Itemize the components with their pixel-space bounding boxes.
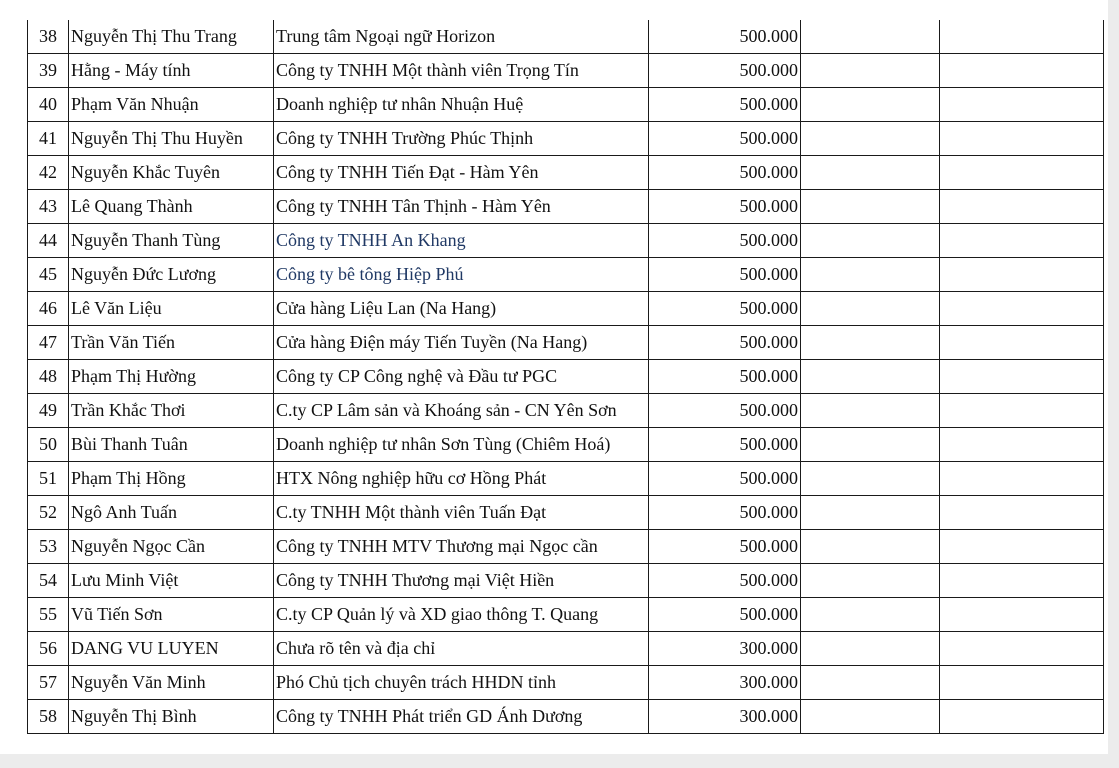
- organization-cell: Công ty CP Công nghệ và Đầu tư PGC: [274, 360, 649, 394]
- organization-cell: HTX Nông nghiệp hữu cơ Hồng Phát: [274, 462, 649, 496]
- person-name-cell: Ngô Anh Tuấn: [69, 496, 274, 530]
- organization-cell: C.ty TNHH Một thành viên Tuấn Đạt: [274, 496, 649, 530]
- row-number-cell: 46: [28, 292, 69, 326]
- empty-cell: [801, 20, 940, 54]
- empty-cell: [940, 598, 1104, 632]
- amount-cell: 500.000: [649, 292, 801, 326]
- empty-cell: [940, 156, 1104, 190]
- amount-cell: 500.000: [649, 224, 801, 258]
- row-number-cell: 40: [28, 88, 69, 122]
- row-number-cell: 51: [28, 462, 69, 496]
- person-name-cell: Vũ Tiến Sơn: [69, 598, 274, 632]
- empty-cell: [801, 224, 940, 258]
- table-row: [28, 394, 1104, 428]
- row-number-cell: 57: [28, 666, 69, 700]
- table-row: [28, 360, 1104, 394]
- person-name-cell: Nguyễn Văn Minh: [69, 666, 274, 700]
- empty-cell: [940, 666, 1104, 700]
- amount-cell: 500.000: [649, 360, 801, 394]
- amount-cell: 500.000: [649, 428, 801, 462]
- organization-cell: Công ty TNHH Tân Thịnh - Hàm Yên: [274, 190, 649, 224]
- table-row: [28, 632, 1104, 666]
- empty-cell: [801, 496, 940, 530]
- person-name-cell: Nguyễn Đức Lương: [69, 258, 274, 292]
- person-name-cell: Lê Văn Liệu: [69, 292, 274, 326]
- person-name-cell: Nguyễn Khắc Tuyên: [69, 156, 274, 190]
- table-row: [28, 20, 1104, 54]
- empty-cell: [801, 292, 940, 326]
- table-row: [28, 88, 1104, 122]
- person-name-cell: Nguyễn Thị Thu Trang: [69, 20, 274, 54]
- organization-cell: Cửa hàng Liệu Lan (Na Hang): [274, 292, 649, 326]
- row-number-cell: 42: [28, 156, 69, 190]
- amount-cell: 300.000: [649, 700, 801, 734]
- organization-cell: Trung tâm Ngoại ngữ Horizon: [274, 20, 649, 54]
- amount-cell: 500.000: [649, 530, 801, 564]
- amount-cell: 300.000: [649, 666, 801, 700]
- donor-table: [27, 20, 1104, 734]
- empty-cell: [801, 598, 940, 632]
- row-number-cell: 54: [28, 564, 69, 598]
- table-row: [28, 666, 1104, 700]
- empty-cell: [940, 428, 1104, 462]
- person-name-cell: Nguyễn Thị Bình: [69, 700, 274, 734]
- amount-cell: 500.000: [649, 54, 801, 88]
- empty-cell: [940, 258, 1104, 292]
- person-name-cell: Phạm Thị Hường: [69, 360, 274, 394]
- amount-cell: 500.000: [649, 598, 801, 632]
- amount-cell: 500.000: [649, 20, 801, 54]
- table-row: [28, 496, 1104, 530]
- empty-cell: [940, 564, 1104, 598]
- row-number-cell: 39: [28, 54, 69, 88]
- table-row: [28, 190, 1104, 224]
- organization-cell: Phó Chủ tịch chuyên trách HHDN tỉnh: [274, 666, 649, 700]
- organization-cell: Chưa rõ tên và địa chỉ: [274, 632, 649, 666]
- empty-cell: [940, 360, 1104, 394]
- empty-cell: [940, 20, 1104, 54]
- amount-cell: 500.000: [649, 122, 801, 156]
- row-number-cell: 52: [28, 496, 69, 530]
- organization-cell: Công ty TNHH Thương mại Việt Hiền: [274, 564, 649, 598]
- person-name-cell: Phạm Văn Nhuận: [69, 88, 274, 122]
- organization-cell: Công ty TNHH An Khang: [274, 224, 649, 258]
- row-number-cell: 48: [28, 360, 69, 394]
- empty-cell: [940, 530, 1104, 564]
- empty-cell: [801, 666, 940, 700]
- row-number-cell: 38: [28, 20, 69, 54]
- row-number-cell: 50: [28, 428, 69, 462]
- empty-cell: [940, 190, 1104, 224]
- table-row: [28, 292, 1104, 326]
- amount-cell: 500.000: [649, 156, 801, 190]
- empty-cell: [801, 122, 940, 156]
- row-number-cell: 49: [28, 394, 69, 428]
- organization-cell: Công ty bê tông Hiệp Phú: [274, 258, 649, 292]
- empty-cell: [940, 496, 1104, 530]
- row-number-cell: 47: [28, 326, 69, 360]
- table-row: [28, 156, 1104, 190]
- empty-cell: [801, 462, 940, 496]
- empty-cell: [940, 394, 1104, 428]
- amount-cell: 500.000: [649, 88, 801, 122]
- organization-cell: Công ty TNHH Tiến Đạt - Hàm Yên: [274, 156, 649, 190]
- amount-cell: 300.000: [649, 632, 801, 666]
- empty-cell: [940, 700, 1104, 734]
- table-row: [28, 700, 1104, 734]
- table-row: [28, 564, 1104, 598]
- empty-cell: [801, 156, 940, 190]
- empty-cell: [940, 326, 1104, 360]
- empty-cell: [801, 530, 940, 564]
- row-number-cell: 55: [28, 598, 69, 632]
- empty-cell: [940, 632, 1104, 666]
- organization-cell: Công ty TNHH Trường Phúc Thịnh: [274, 122, 649, 156]
- empty-cell: [801, 564, 940, 598]
- person-name-cell: Nguyễn Thị Thu Huyền: [69, 122, 274, 156]
- organization-cell: Công ty TNHH Một thành viên Trọng Tín: [274, 54, 649, 88]
- empty-cell: [940, 122, 1104, 156]
- person-name-cell: Trần Văn Tiến: [69, 326, 274, 360]
- person-name-cell: Hằng - Máy tính: [69, 54, 274, 88]
- organization-cell: C.ty CP Quản lý và XD giao thông T. Quang: [274, 598, 649, 632]
- row-number-cell: 56: [28, 632, 69, 666]
- person-name-cell: Lê Quang Thành: [69, 190, 274, 224]
- amount-cell: 500.000: [649, 564, 801, 598]
- empty-cell: [940, 292, 1104, 326]
- amount-cell: 500.000: [649, 190, 801, 224]
- person-name-cell: DANG VU LUYEN: [69, 632, 274, 666]
- row-number-cell: 44: [28, 224, 69, 258]
- table-row: [28, 258, 1104, 292]
- amount-cell: 500.000: [649, 394, 801, 428]
- amount-cell: 500.000: [649, 496, 801, 530]
- organization-cell: Cửa hàng Điện máy Tiến Tuyền (Na Hang): [274, 326, 649, 360]
- empty-cell: [801, 394, 940, 428]
- row-number-cell: 58: [28, 700, 69, 734]
- table-row: [28, 598, 1104, 632]
- empty-cell: [801, 360, 940, 394]
- amount-cell: 500.000: [649, 462, 801, 496]
- empty-cell: [940, 224, 1104, 258]
- row-number-cell: 41: [28, 122, 69, 156]
- row-number-cell: 43: [28, 190, 69, 224]
- person-name-cell: Nguyễn Thanh Tùng: [69, 224, 274, 258]
- empty-cell: [801, 700, 940, 734]
- empty-cell: [801, 54, 940, 88]
- amount-cell: 500.000: [649, 258, 801, 292]
- empty-cell: [940, 88, 1104, 122]
- organization-cell: Doanh nghiệp tư nhân Nhuận Huệ: [274, 88, 649, 122]
- organization-cell: Công ty TNHH Phát triển GD Ánh Dương: [274, 700, 649, 734]
- empty-cell: [801, 258, 940, 292]
- table-row: [28, 530, 1104, 564]
- empty-cell: [801, 428, 940, 462]
- table-row: [28, 462, 1104, 496]
- amount-cell: 500.000: [649, 326, 801, 360]
- organization-cell: Công ty TNHH MTV Thương mại Ngọc cần: [274, 530, 649, 564]
- table-row: [28, 54, 1104, 88]
- row-number-cell: 53: [28, 530, 69, 564]
- empty-cell: [940, 462, 1104, 496]
- organization-cell: C.ty CP Lâm sản và Khoáng sản - CN Yên Sơn: [274, 394, 649, 428]
- empty-cell: [940, 54, 1104, 88]
- organization-cell: Doanh nghiệp tư nhân Sơn Tùng (Chiêm Hoá): [274, 428, 649, 462]
- person-name-cell: Lưu Minh Việt: [69, 564, 274, 598]
- person-name-cell: Phạm Thị Hồng: [69, 462, 274, 496]
- table-row: [28, 122, 1104, 156]
- person-name-cell: Nguyễn Ngọc Cần: [69, 530, 274, 564]
- donor-table-body: [28, 20, 1104, 734]
- person-name-cell: Bùi Thanh Tuân: [69, 428, 274, 462]
- table-row: [28, 224, 1104, 258]
- empty-cell: [801, 326, 940, 360]
- empty-cell: [801, 190, 940, 224]
- empty-cell: [801, 88, 940, 122]
- row-number-cell: 45: [28, 258, 69, 292]
- person-name-cell: Trần Khắc Thơi: [69, 394, 274, 428]
- empty-cell: [801, 632, 940, 666]
- table-row: [28, 326, 1104, 360]
- table-row: [28, 428, 1104, 462]
